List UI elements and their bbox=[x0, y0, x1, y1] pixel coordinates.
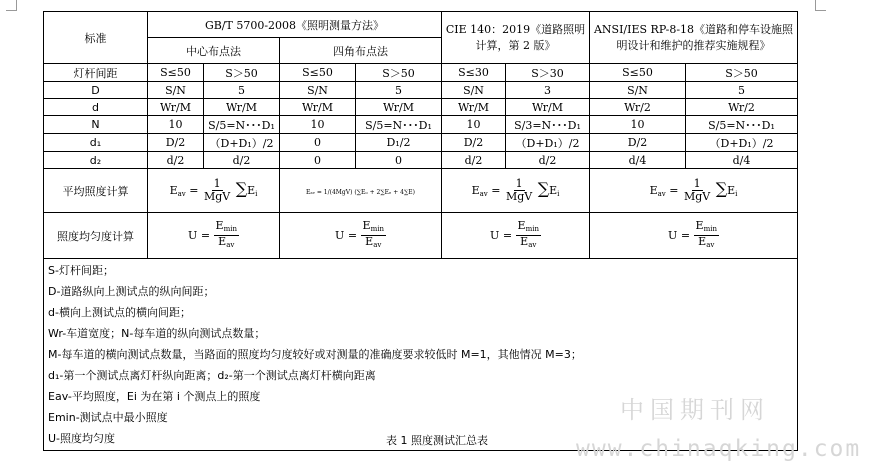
header-ansi: ANSI/IES RP-8-18《道路和停车设施照明设计和维护的推荐实施规程》 bbox=[590, 12, 798, 64]
table-row bbox=[44, 152, 798, 169]
formula-avg-gb-center: $E_{av}$ = $\frac{1}{\text{MgV}}$ $\sum E_i$ bbox=[148, 169, 280, 213]
table-cell: S/N bbox=[148, 82, 204, 99]
illuminance-summary-table bbox=[43, 11, 798, 451]
table-row bbox=[44, 82, 798, 99]
table-cell: d/2 bbox=[204, 152, 280, 169]
note-line: Eav-平均照度，Ei 为在第 i 个测点上的照度 bbox=[48, 390, 261, 403]
table-row-average bbox=[44, 169, 798, 213]
formula-avg-cie: $E_{av}$ = $\frac{1}{\text{MgV}}$ $\sum E_i$ bbox=[442, 169, 590, 213]
row-label-uniformity: 照度均匀度计算 bbox=[44, 213, 148, 259]
table-cell: （D+D₁）/2 bbox=[686, 134, 798, 152]
row-label: d₂ bbox=[44, 152, 148, 169]
table-cell: S/N bbox=[280, 82, 356, 99]
header-standard: 标准 bbox=[44, 12, 148, 64]
table-cell: S≤30 bbox=[442, 64, 506, 82]
formula-uni-cie: U = $\frac{E_{min}}{E_{av}}$ bbox=[442, 213, 590, 259]
table-cell: S/N bbox=[442, 82, 506, 99]
table-cell: Wr/M bbox=[506, 99, 590, 116]
table-caption: 表 1 照度测试汇总表 bbox=[386, 434, 488, 447]
table-cell: 5 bbox=[204, 82, 280, 99]
formula-uni-ansi: U = $\frac{E_{min}}{E_{av}}$ bbox=[590, 213, 798, 259]
table-cell: （D+D₁）/2 bbox=[204, 134, 280, 152]
note-line: U-照度均匀度 bbox=[48, 432, 116, 445]
note-line: S-灯杆间距； bbox=[48, 264, 114, 277]
header-gb: GB/T 5700-2008《照明测量方法》 bbox=[148, 12, 442, 38]
table-cell: d/2 bbox=[148, 152, 204, 169]
table-cell: d/4 bbox=[590, 152, 686, 169]
table-cell: S＞50 bbox=[204, 64, 280, 82]
table-cell: 10 bbox=[590, 116, 686, 134]
table-cell: S/3=N･･･D₁ bbox=[506, 116, 590, 134]
table-cell: S≤50 bbox=[148, 64, 204, 82]
table-cell: d/2 bbox=[442, 152, 506, 169]
table-cell: Wr/2 bbox=[686, 99, 798, 116]
table-cell: S/5=N･･･D₁ bbox=[204, 116, 280, 134]
formula-uni-gb-center: U = $\frac{E_{min}}{E_{av}}$ bbox=[148, 213, 280, 259]
table-cell: 0 bbox=[280, 134, 356, 152]
table-cell: Wr/M bbox=[204, 99, 280, 116]
table-cell: D/2 bbox=[590, 134, 686, 152]
table-cell: Wr/M bbox=[442, 99, 506, 116]
row-label: N bbox=[44, 116, 148, 134]
table-cell: S＞50 bbox=[356, 64, 442, 82]
row-label: d bbox=[44, 99, 148, 116]
page-corner-mark-right bbox=[815, 0, 826, 11]
table-cell: S/N bbox=[590, 82, 686, 99]
table-cell: d/4 bbox=[686, 152, 798, 169]
table-cell: D/2 bbox=[148, 134, 204, 152]
table-row bbox=[44, 64, 798, 82]
table-cell: 5 bbox=[356, 82, 442, 99]
formula-uni-gb-corner: U = $\frac{E_{min}}{E_{av}}$ bbox=[280, 213, 442, 259]
formula-avg-gb-corner: Eₐᵥ = 1/(4MgV) (∑Eₒ + 2∑Eₑ + 4∑E) bbox=[280, 169, 442, 213]
note-line: Wr-车道宽度；N-每车道的纵向测试点数量； bbox=[48, 327, 266, 340]
table-cell: S＞50 bbox=[686, 64, 798, 82]
watermark-url: www.chinaqking.com bbox=[576, 436, 862, 462]
note-line: d-横向上测试点的横向间距； bbox=[48, 306, 191, 319]
header-gb-center: 中心布点法 bbox=[148, 38, 280, 64]
watermark-cn: 中国期刊网 bbox=[620, 396, 770, 424]
table-cell: 10 bbox=[442, 116, 506, 134]
table-cell: Wr/M bbox=[356, 99, 442, 116]
note-line: d₁-第一个测试点离灯杆纵向距离；d₂-第一个测试点离灯杆横向距离 bbox=[48, 369, 376, 382]
table-cell: 5 bbox=[686, 82, 798, 99]
note-line: D-道路纵向上测试点的纵向间距； bbox=[48, 285, 215, 298]
table-cell: S/5=N･･･D₁ bbox=[686, 116, 798, 134]
table-cell: 0 bbox=[280, 152, 356, 169]
table-cell: S≤50 bbox=[280, 64, 356, 82]
row-label: d₁ bbox=[44, 134, 148, 152]
note-line: M-每车道的横向测试点数量，当路面的照度均匀度较好或对测量的准确度要求较低时 M=1，其他情况 M=3； bbox=[48, 348, 582, 361]
page-corner-mark-left bbox=[6, 0, 17, 11]
row-label: 灯杆间距 bbox=[44, 64, 148, 82]
table-cell: Wr/M bbox=[148, 99, 204, 116]
table-row-uniformity bbox=[44, 213, 798, 259]
table-cell: Wr/M bbox=[280, 99, 356, 116]
table-cell: d/2 bbox=[506, 152, 590, 169]
table-cell: S≤50 bbox=[590, 64, 686, 82]
table-row bbox=[44, 134, 798, 152]
table-cell: S/5=N･･･D₁ bbox=[356, 116, 442, 134]
note-line: Emin-测试点中最小照度 bbox=[48, 411, 168, 424]
table-cell: （D+D₁）/2 bbox=[506, 134, 590, 152]
table-row bbox=[44, 116, 798, 134]
table-cell: D₁/2 bbox=[356, 134, 442, 152]
table-cell: S＞30 bbox=[506, 64, 590, 82]
table-cell: D/2 bbox=[442, 134, 506, 152]
table-cell: 3 bbox=[506, 82, 590, 99]
header-gb-corner: 四角布点法 bbox=[280, 38, 442, 64]
table-cell: 10 bbox=[148, 116, 204, 134]
table-cell: 10 bbox=[280, 116, 356, 134]
row-label: D bbox=[44, 82, 148, 99]
table-cell: 0 bbox=[356, 152, 442, 169]
row-label-average: 平均照度计算 bbox=[44, 169, 148, 213]
table-row bbox=[44, 99, 798, 116]
formula-avg-ansi: $E_{av}$ = $\frac{1}{\text{MgV}}$ $\sum E_i$ bbox=[590, 169, 798, 213]
header-cie: CIE 140：2019《道路照明计算，第 2 版》 bbox=[442, 12, 590, 64]
table-cell: Wr/2 bbox=[590, 99, 686, 116]
